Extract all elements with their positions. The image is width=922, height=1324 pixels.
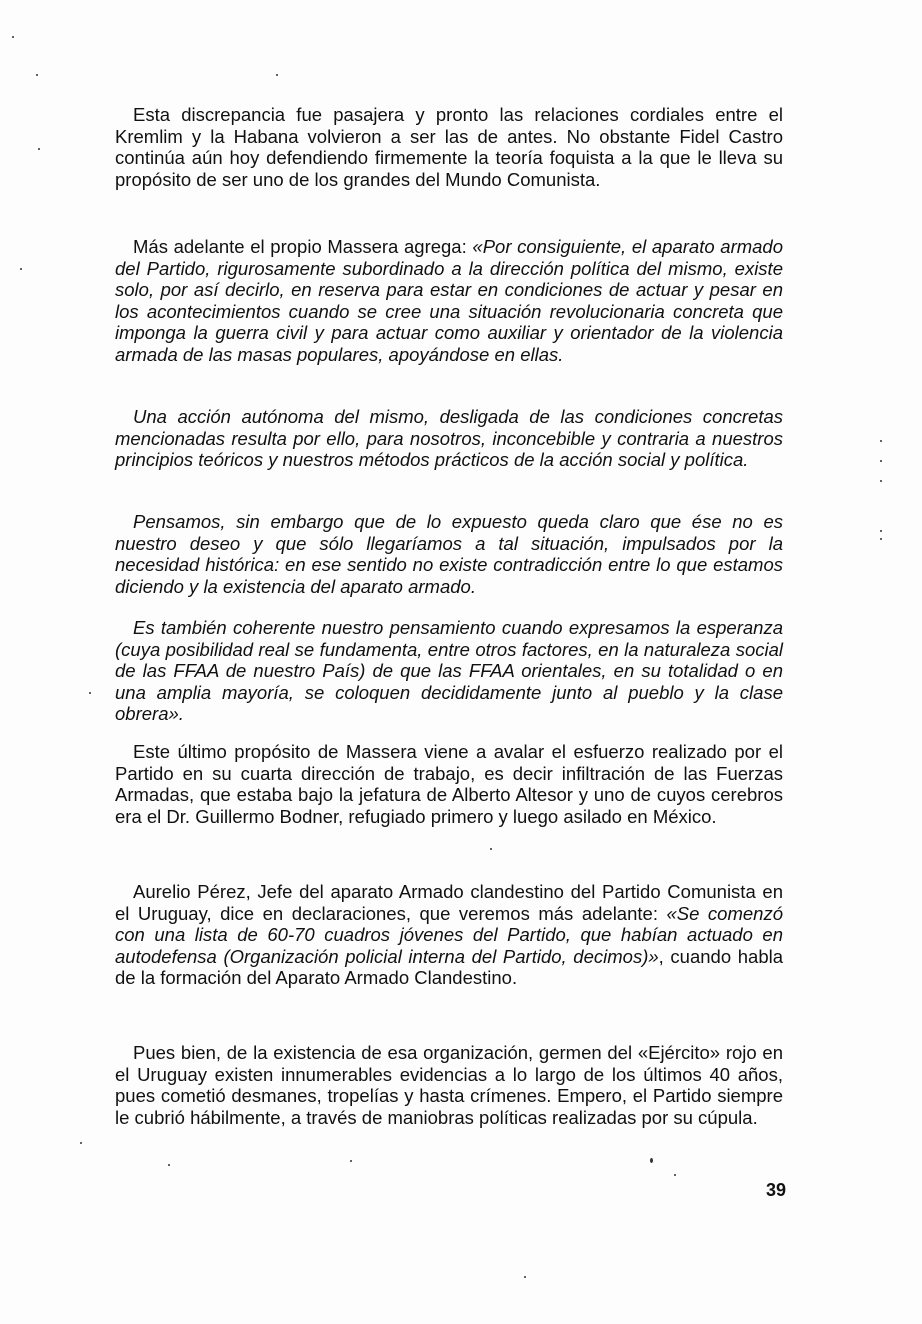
scan-speck <box>38 148 40 150</box>
scan-speck <box>880 538 882 540</box>
scan-speck <box>880 440 882 442</box>
scan-speck <box>880 480 882 482</box>
scan-speck <box>12 36 14 38</box>
paragraph-ultimo-proposito: Este último propósito de Massera viene a avalar el esfuerzo realizado por el Partido en su cuarta dirección de trabajo, es decir infiltración de las Fuerzas Armadas, que estaba bajo la jefatura de Alberto Altesor y uno de cuyos cerebros era el Dr. Guillermo Bodner, refugiado primero y luego asilado en México. <box>115 741 783 827</box>
paragraph-pensamos: Pensamos, sin embargo que de lo expuesto queda claro que ése no es nuestro deseo y que sólo llegaríamos a tal situación, impulsados por la necesidad histórica: en ese sentido no existe contradicción entre lo que estamos diciendo y la existencia del aparato armado. <box>115 511 783 597</box>
scan-speck <box>20 268 22 270</box>
paragraph-quote-text: «Por consiguiente, el aparato armado del Partido, rigurosamente subordinado a la dirección política del mismo, existe solo, por así decirlo, en reserva para estar en condiciones de actuar y pesar en los acontecimientos cuando se cree una situación revolucionaria concreta que imponga la guerra civil y para actuar como auxiliar y orientador de la violencia armada de las masas populares, apoyándose en ellas. <box>115 236 784 365</box>
scan-speck <box>350 1160 352 1162</box>
scan-speck <box>276 74 278 76</box>
paragraph-quote-text: «Se comenzó con una lista de 60-70 cuadros jóvenes del Partido, que habían actuado en autodefensa (Organización policial interna del Partido, decimos)» <box>115 902 783 967</box>
paragraph-pues-bien: Pues bien, de la existencia de esa organización, germen del «Ejército» rojo en el Uruguay existen innumerables evidencias a lo largo de los últimos 40 años, pues cometió desmanes, tropelías y hasta crímenes. Empero, el Partido siempre le cubrió hábilmente, a través de maniobras políticas realizadas por su cúpula. <box>115 1042 783 1128</box>
scan-speck <box>880 530 882 532</box>
scan-speck <box>490 848 492 850</box>
scan-speck <box>650 1158 653 1163</box>
paragraph-aurelio-perez <box>115 881 783 989</box>
paragraph-es-tambien: Es también coherente nuestro pensamiento cuando expresamos la esperanza (cuya posibilidad real se fundamenta, entre otros factores, en la naturaleza social de las FFAA de nuestro País) de que las FFAA orientales, en su totalidad o en una amplia mayoría, se coloquen decididamente junto al pueblo y la clase obrera». <box>115 617 783 725</box>
scan-speck <box>80 1142 82 1144</box>
scan-speck <box>36 74 38 76</box>
scan-speck <box>880 460 882 462</box>
scan-speck <box>524 1276 526 1278</box>
scan-speck <box>674 1174 676 1176</box>
paragraph-tail-text: , cuando habla de la formación del Aparato Armado Clandestino. <box>115 945 784 989</box>
paragraph-lead-text: Aurelio Pérez, Jefe del aparato Armado clandestino del Partido Comunista en el Uruguay, dice en declaraciones, que veremos más adelante: <box>115 881 783 924</box>
page-number: 39 <box>765 1180 786 1200</box>
paragraph-massera-agrega <box>115 236 783 366</box>
paragraph-discrepancia: Esta discrepancia fue pasajera y pronto las relaciones cordiales entre el Kremlim y la Habana volvieron a ser las de antes. No obstante Fidel Castro continúa aún hoy defendiendo firmemente la teoría foquista a la que le lleva su propósito de ser uno de los grandes del Mundo Comunista. <box>115 104 783 190</box>
scan-speck <box>168 1164 170 1166</box>
paragraph-lead-text: Más adelante el propio Massera agrega: <box>133 236 473 257</box>
paragraph-accion-autonoma: Una acción autónoma del mismo, desligada de las condiciones concretas mencionadas resulta por ello, para nosotros, inconcebible y contraria a nuestros principios teóricos y nuestros métodos prácticos de la acción social y política. <box>115 406 783 471</box>
scan-speck <box>89 692 91 694</box>
